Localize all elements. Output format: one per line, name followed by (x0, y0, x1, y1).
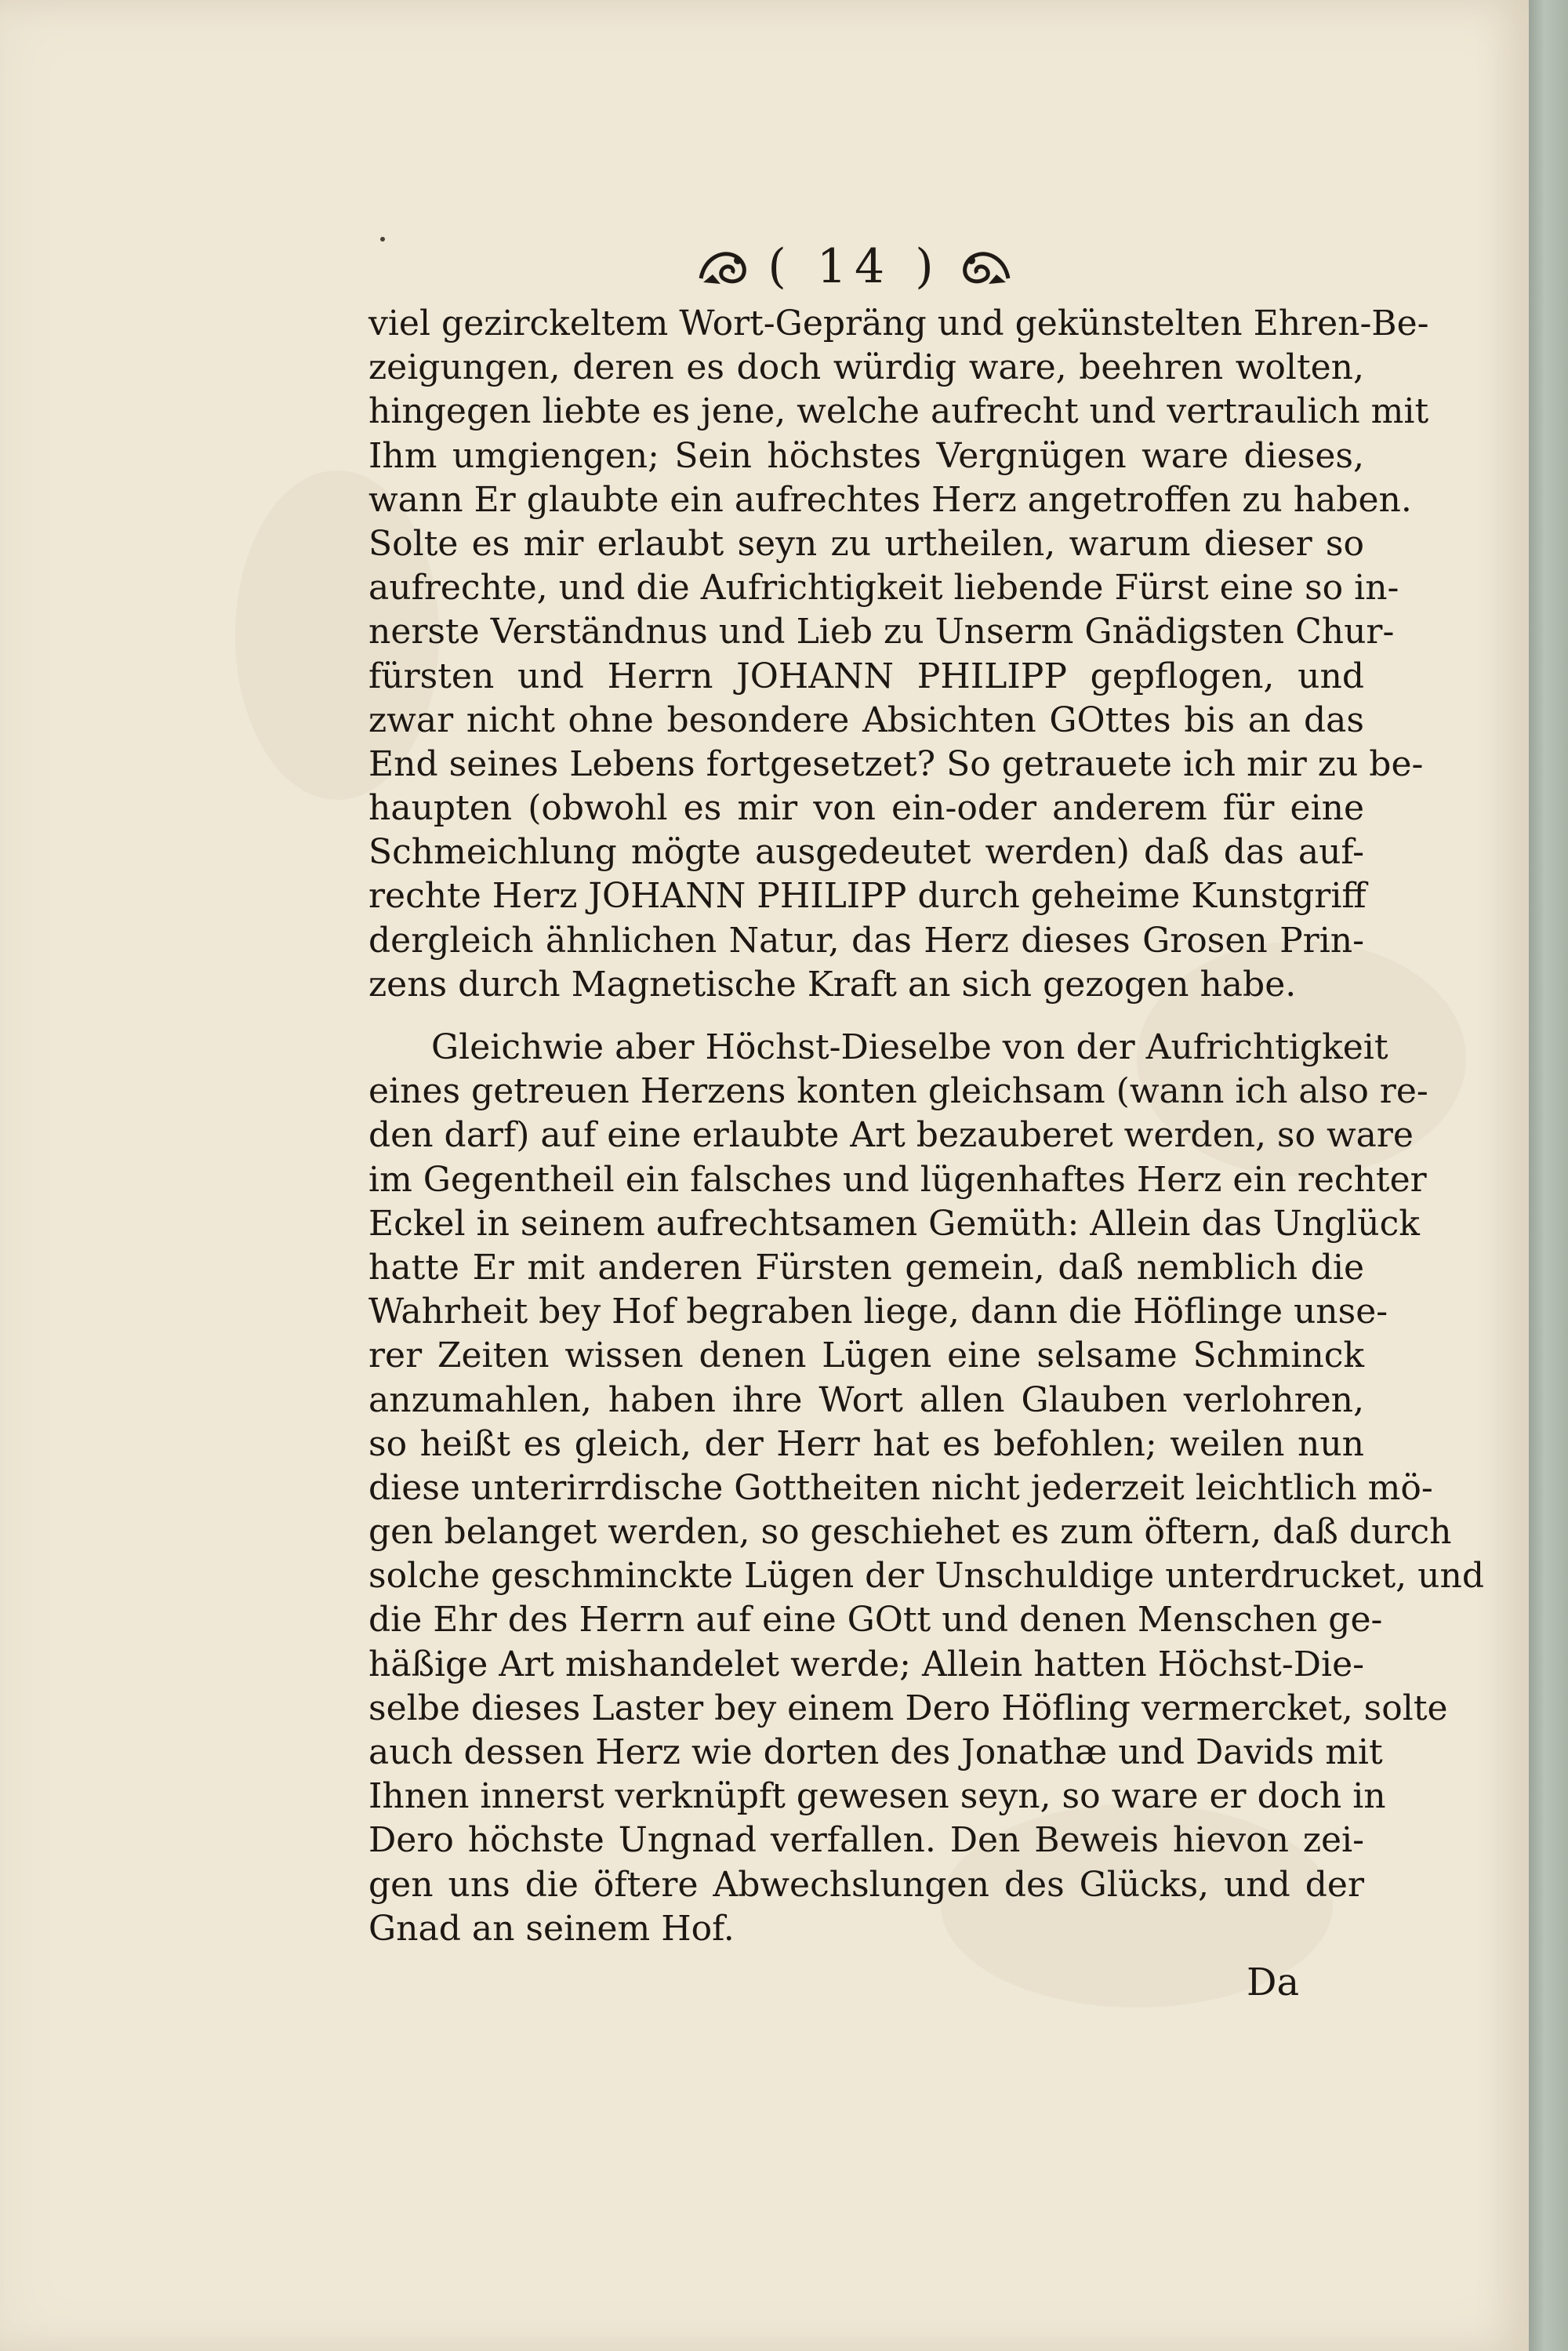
right-ornament-icon (957, 243, 1012, 290)
text-line: häßige Art mishandelet werde; Allein hatten Höchst-Die- (368, 1644, 1364, 1684)
text-line: auch dessen Herz wie dorten des Jonathæ und Davids mit (368, 1732, 1383, 1772)
text-line: viel gezirckeltem Wort-Gepräng und gekünstelten Ehren-Be- (368, 303, 1429, 343)
paragraph (368, 1026, 1484, 1951)
text-line: gen uns die öftere Abwechslungen des Glücks, und der (368, 1864, 1364, 1905)
text-line: rer Zeiten wissen denen Lügen eine selsame Schminck (368, 1335, 1364, 1376)
paragraph (368, 302, 1429, 1007)
text-line: zwar nicht ohne besondere Absichten GOttes bis an das (368, 699, 1364, 740)
text-line: wann Er glaubte ein aufrechtes Herz angetroffen zu haben. (368, 479, 1412, 520)
text-line: End seines Lebens fortgesetzet? So getrauete ich mir zu be- (368, 743, 1424, 784)
text-line: gen belanget werden, so geschiehet es zum öftern, daß durch (368, 1512, 1452, 1553)
text-line: hingegen liebte es jene, welche aufrecht und vertraulich mit (368, 391, 1429, 432)
text-line: Gnad an seinem Hof. (368, 1908, 735, 1949)
paragraph-gap (368, 1007, 1364, 1026)
text-line: Eckel in seinem aufrechtsamen Gemüth: Allein das Unglück (368, 1203, 1420, 1244)
text-line: nerste Verständnus und Lieb zu Unserm Gnädigsten Chur- (368, 612, 1395, 652)
text-line: die Ehr des Herrn auf eine GOtt und denen Menschen ge- (368, 1600, 1383, 1641)
text-line: aufrechte, und die Aufrichtigkeit liebende Fürst eine so in- (368, 568, 1399, 609)
ink-dot (380, 237, 385, 242)
page-number: ( 14 ) (768, 239, 942, 294)
text-line: Ihnen innerst verknüpft gewesen seyn, so ware er doch in (368, 1776, 1386, 1817)
text-line: so heißt es gleich, der Herr hat es befohlen; weilen nun (368, 1423, 1364, 1464)
text-line: Solte es mir erlaubt seyn zu urtheilen, warum dieser so (368, 523, 1364, 564)
text-line: dergleich ähnlichen Natur, das Herz dieses Grosen Prin- (368, 920, 1364, 961)
text-line: Ihm umgiengen; Sein höchstes Vergnügen ware dieses, (368, 435, 1364, 476)
text-line: Wahrheit bey Hof begraben liege, dann die Höflinge unse- (368, 1292, 1388, 1332)
text-line: Gleichwie aber Höchst-Dieselbe von der Aufrichtigkeit (431, 1027, 1388, 1067)
page-header (682, 235, 1027, 298)
text-line: fürsten und Herrn JOHANN PHILIPP gepflogen, und (368, 656, 1364, 696)
text-line: Dero höchste Ungnad verfallen. Den Beweis hievon zei- (368, 1820, 1364, 1861)
text-line: diese unterirrdische Gottheiten nicht jederzeit leichtlich mö- (368, 1467, 1433, 1508)
text-line: den darf) auf eine erlaubte Art bezauberet werden, so ware (368, 1115, 1414, 1156)
binding-edge (1529, 0, 1568, 2351)
text-line: hatte Er mit anderen Fürsten gemein, daß nemblich die (368, 1247, 1364, 1288)
text-line: zens durch Magnetische Kraft an sich gezogen habe. (368, 964, 1297, 1005)
catchword: Da (1247, 1960, 1300, 2004)
text-line: selbe dieses Laster bey einem Dero Höfling vermercket, solte (368, 1688, 1448, 1728)
text-line: im Gegentheil ein falsches und lügenhaftes Herz ein rechter (368, 1159, 1427, 1200)
text-line: zeigungen, deren es doch würdig ware, beehren wolten, (368, 347, 1364, 388)
body-text (368, 302, 1484, 1951)
text-line: rechte Herz JOHANN PHILIPP durch geheime Kunstgriff (368, 876, 1367, 917)
text-line: eines getreuen Herzens konten gleichsam (wann ich also re- (368, 1071, 1428, 1112)
text-line: anzumahlen, haben ihre Wort allen Glauben verlohren, (368, 1379, 1364, 1420)
text-line: Schmeichlung mögte ausgedeutet werden) daß das auf- (368, 832, 1364, 873)
left-ornament-icon (697, 243, 752, 290)
text-line: solche geschminckte Lügen der Unschuldige unterdrucket, und (368, 1556, 1484, 1597)
text-line: haupten (obwohl es mir von ein-oder anderem für eine (368, 788, 1364, 829)
